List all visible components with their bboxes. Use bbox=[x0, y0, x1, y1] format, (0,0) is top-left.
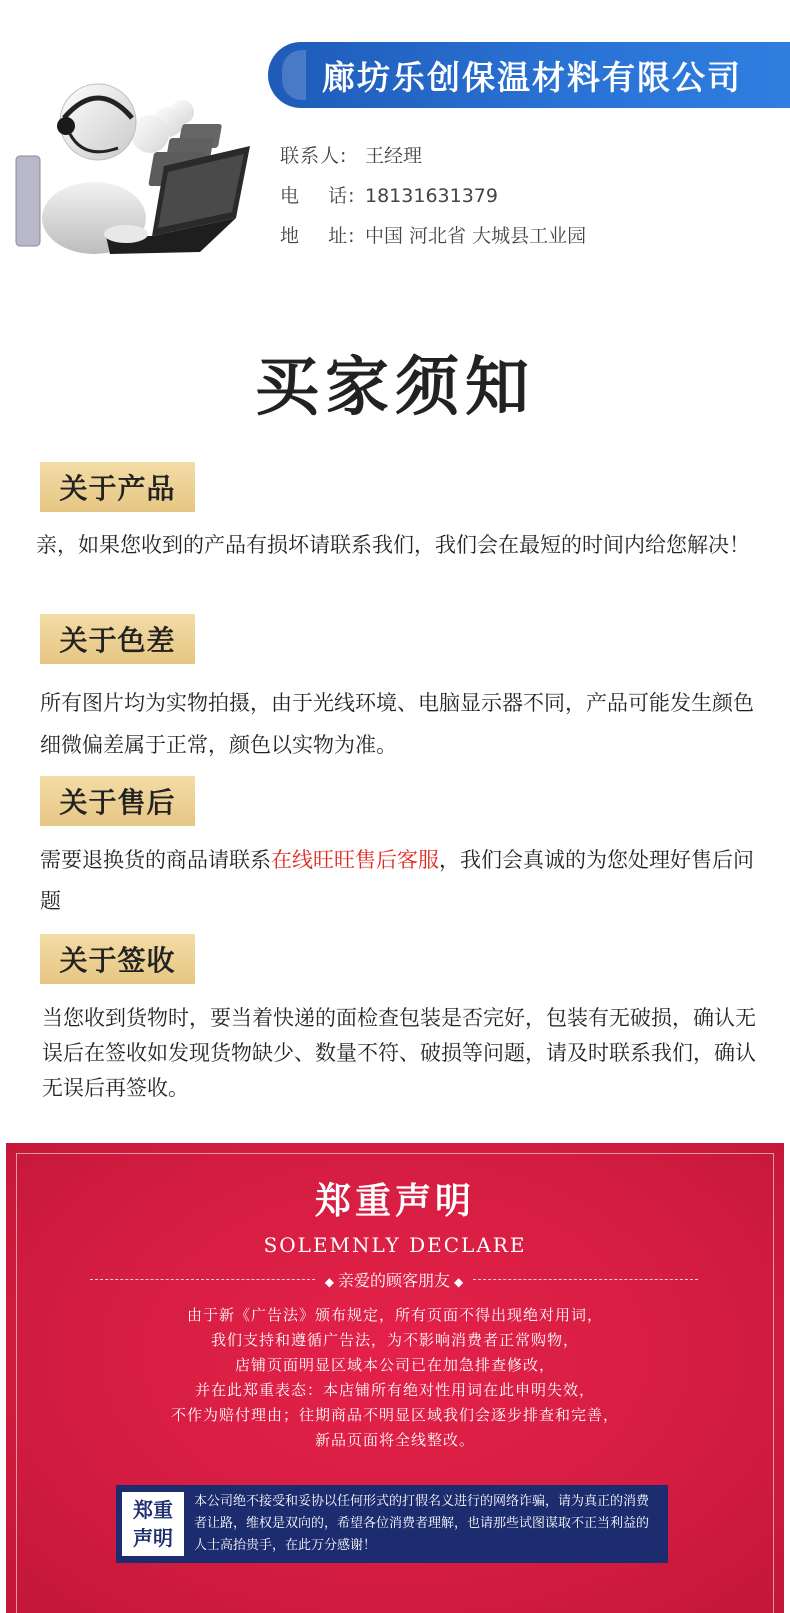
badge-line-1: 郑重 bbox=[133, 1498, 173, 1522]
diamond-icon: ◆ bbox=[454, 1274, 464, 1289]
badge-line-2: 声明 bbox=[133, 1526, 173, 1550]
contact-person-row bbox=[280, 136, 586, 176]
contact-phone-label: 电 话: bbox=[280, 185, 356, 207]
anti-fraud-notice-box bbox=[116, 1485, 668, 1563]
contact-person-value: 王经理 bbox=[365, 145, 423, 167]
declaration-greeting bbox=[315, 1268, 473, 1291]
contact-info bbox=[280, 136, 586, 256]
declaration-line: 并在此郑重表态：本店铺所有绝对性用词在此申明失效， bbox=[194, 1381, 595, 1399]
declaration-greeting-text: 亲爱的顾客朋友 bbox=[338, 1270, 451, 1290]
contact-phone-value: 18131631379 bbox=[365, 185, 498, 207]
section-text-aftersale bbox=[40, 840, 770, 922]
customer-service-illustration bbox=[14, 68, 264, 254]
section-label-color: 关于色差 bbox=[40, 614, 195, 664]
declaration-title: 郑重声明 bbox=[314, 1181, 475, 1222]
anti-fraud-notice-text: 本公司绝不接受和妥协以任何形式的打假名义进行的网络诈骗，请为真正的消费者让路，维权是双向的，希望各位消费者理解，也请那些试图谋取不正当利益的人士高抬贵手，在此万分感谢！ bbox=[194, 1494, 650, 1553]
contact-phone-row bbox=[280, 176, 586, 216]
contact-address-label: 地 址: bbox=[280, 225, 356, 247]
dashed-divider-right bbox=[473, 1279, 698, 1280]
section-text-signoff: 当您收到货物时，要当着快递的面检查包装是否完好，包装有无破损，确认无误后在签收如发现货物缺少、数量不符、破损等问题，请及时联系我们，确认无误后再签收。 bbox=[42, 1006, 756, 1100]
declaration-subtitle: SOLEMNLY DECLARE bbox=[263, 1233, 527, 1257]
contact-header bbox=[0, 0, 790, 270]
section-label-aftersale: 关于售后 bbox=[40, 776, 195, 826]
aftersale-text-after: ，我们会真诚的为您处理好售后问题 bbox=[40, 848, 754, 913]
aftersale-text-before: 需要退换货的商品请联系 bbox=[40, 848, 271, 872]
section-label-signoff: 关于签收 bbox=[40, 934, 195, 984]
section-label-product: 关于产品 bbox=[40, 462, 195, 512]
buyer-notice-title: 买家须知 bbox=[255, 351, 535, 425]
solemn-badge bbox=[122, 1492, 184, 1556]
section-text-product: 亲，如果您收到的产品有损坏请联系我们，我们会在最短的时间内给您解决！ bbox=[36, 533, 750, 557]
dashed-divider-left bbox=[90, 1279, 315, 1280]
declaration-line: 不作为赔付理由；往期商品不明显区域我们会逐步排查和完善， bbox=[170, 1406, 619, 1424]
contact-address-row bbox=[280, 216, 586, 256]
declaration-line: 由于新《广告法》颁布规定，所有页面不得出现绝对用词， bbox=[186, 1306, 603, 1324]
solemn-declaration-panel bbox=[6, 1143, 784, 1613]
declaration-greeting-row bbox=[90, 1267, 698, 1291]
declaration-line: 店铺页面明显区域本公司已在加急排查修改， bbox=[234, 1356, 555, 1374]
aftersale-service-link[interactable]: 在线旺旺售后客服 bbox=[271, 848, 439, 872]
section-text-color: 所有图片均为实物拍摄，由于光线环境、电脑显示器不同，产品可能发生颜色细微偏差属于正常，颜色以实物为准。 bbox=[40, 691, 754, 757]
contact-address-value: 中国 河北省 大城县工业园 bbox=[365, 225, 587, 247]
declaration-body bbox=[6, 1303, 784, 1453]
declaration-line: 我们支持和遵循广告法，为不影响消费者正常购物， bbox=[210, 1331, 579, 1349]
declaration-line: 新品页面将全线整改。 bbox=[314, 1431, 475, 1449]
diamond-icon: ◆ bbox=[324, 1274, 334, 1289]
company-name-banner: 廊坊乐创保温材料有限公司 bbox=[268, 42, 790, 108]
contact-person-label: 联系人: bbox=[280, 145, 348, 167]
